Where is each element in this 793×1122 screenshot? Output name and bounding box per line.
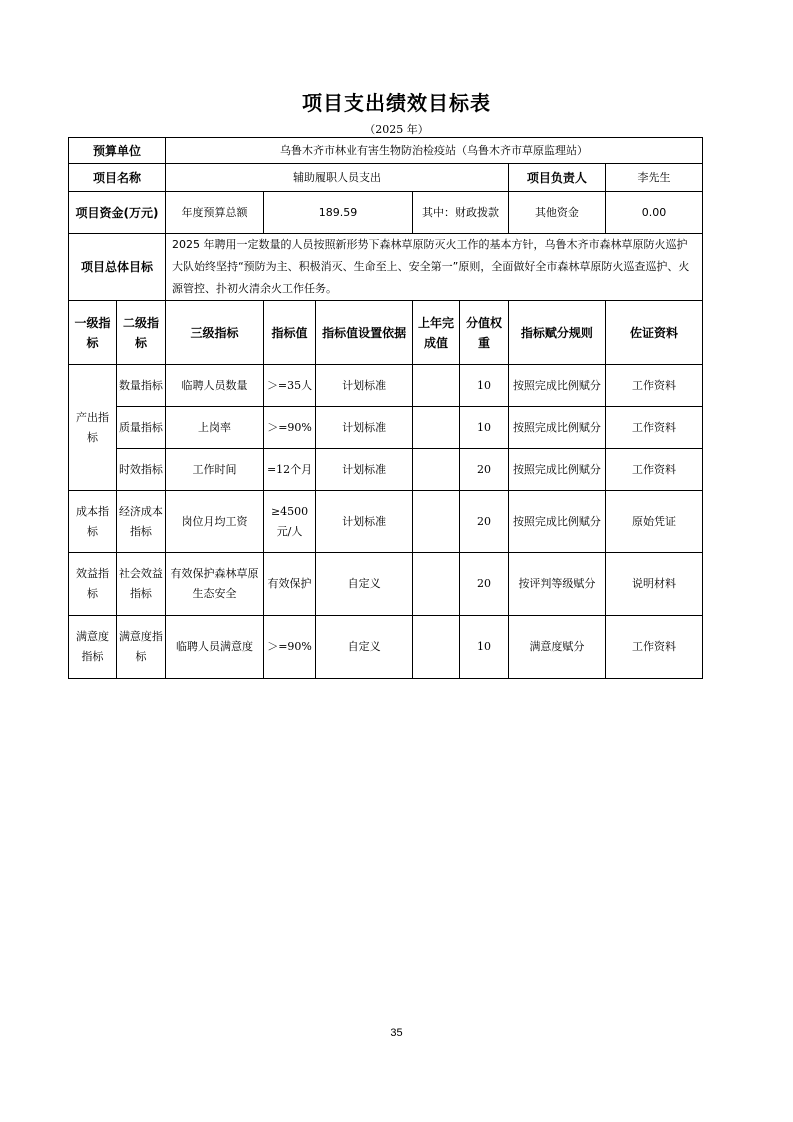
level3-cell: 临聘人员满意度 xyxy=(165,616,263,679)
weight-cell: 10 xyxy=(459,407,508,449)
level2-cell: 数量指标 xyxy=(116,365,165,407)
last-year-cell xyxy=(413,407,460,449)
level3-cell: 岗位月均工资 xyxy=(165,491,263,553)
evidence-cell: 说明材料 xyxy=(605,553,702,616)
project-name-row xyxy=(69,164,703,192)
funds-row xyxy=(69,192,703,234)
evidence-cell: 工作资料 xyxy=(605,407,702,449)
level3-cell: 上岗率 xyxy=(165,407,263,449)
rule-cell: 按评判等级赋分 xyxy=(508,553,605,616)
header-level1: 一级指标 xyxy=(69,301,117,365)
evidence-cell: 工作资料 xyxy=(605,616,702,679)
level3-cell: 有效保护森林草原生态安全 xyxy=(165,553,263,616)
other-funds-label: 其他资金 xyxy=(508,192,605,234)
table-row xyxy=(69,616,703,679)
table-row xyxy=(69,365,703,407)
value-cell: ≥4500元/人 xyxy=(263,491,315,553)
weight-cell: 10 xyxy=(459,616,508,679)
page-number: 35 xyxy=(390,1027,403,1039)
table-row xyxy=(69,449,703,491)
level2-cell: 质量指标 xyxy=(116,407,165,449)
rule-cell: 按照完成比例赋分 xyxy=(508,365,605,407)
other-funds-value: 0.00 xyxy=(605,192,702,234)
header-level3: 三级指标 xyxy=(165,301,263,365)
page-title: 项目支出绩效目标表 xyxy=(302,91,491,115)
project-leader-value: 李先生 xyxy=(605,164,702,192)
header-value: 指标值 xyxy=(263,301,315,365)
evidence-cell: 工作资料 xyxy=(605,449,702,491)
rule-cell: 按照完成比例赋分 xyxy=(508,407,605,449)
fiscal-label: 其中：财政拨款 xyxy=(413,192,509,234)
header-row xyxy=(69,301,703,365)
evidence-cell: 原始凭证 xyxy=(605,491,702,553)
annual-budget-label: 年度预算总额 xyxy=(165,192,263,234)
header-evidence: 佐证资料 xyxy=(605,301,702,365)
table-row xyxy=(69,553,703,616)
level3-cell: 工作时间 xyxy=(165,449,263,491)
header-last-year: 上年完成值 xyxy=(413,301,460,365)
basis-cell: 计划标准 xyxy=(316,365,413,407)
table-row xyxy=(69,407,703,449)
basis-cell: 计划标准 xyxy=(316,407,413,449)
header-basis: 指标值设置依据 xyxy=(316,301,413,365)
rule-cell: 按照完成比例赋分 xyxy=(508,449,605,491)
level1-cell: 满意度指标 xyxy=(69,616,117,679)
basis-cell: 计划标准 xyxy=(316,449,413,491)
header-rule: 指标赋分规则 xyxy=(508,301,605,365)
weight-cell: 10 xyxy=(459,365,508,407)
table-row xyxy=(69,491,703,553)
basis-cell: 计划标准 xyxy=(316,491,413,553)
value-cell: 有效保护 xyxy=(263,553,315,616)
header-level2: 二级指标 xyxy=(116,301,165,365)
overall-goal-row xyxy=(69,234,703,301)
value-cell: ＞=90% xyxy=(263,407,315,449)
evidence-cell: 工作资料 xyxy=(605,365,702,407)
year-label: （2025 年） xyxy=(364,123,429,136)
level1-cell: 产出指标 xyxy=(69,365,117,491)
funds-label: 项目资金(万元) xyxy=(69,192,166,234)
level2-cell: 满意度指标 xyxy=(116,616,165,679)
level1-cell: 效益指标 xyxy=(69,553,117,616)
overall-goal-text: 2025 年聘用一定数量的人员按照新形势下森林草原防灭火工作的基本方针，乌鲁木齐市森林草原防火巡护大队始终坚持“预防为主、积极消灭、生命至上、安全第一”原则，全面做好全市森林草原防火巡查巡护、火源管控、扑初火清余火工作任务。 xyxy=(165,234,702,301)
value-cell: ＞=35人 xyxy=(263,365,315,407)
project-name-label: 项目名称 xyxy=(69,164,166,192)
last-year-cell xyxy=(413,616,460,679)
performance-table xyxy=(68,137,703,679)
level3-cell: 临聘人员数量 xyxy=(165,365,263,407)
basis-cell: 自定义 xyxy=(316,553,413,616)
weight-cell: 20 xyxy=(459,491,508,553)
rule-cell: 满意度赋分 xyxy=(508,616,605,679)
value-cell: =12个月 xyxy=(263,449,315,491)
last-year-cell xyxy=(413,449,460,491)
level1-cell: 成本指标 xyxy=(69,491,117,553)
value-cell: ＞=90% xyxy=(263,616,315,679)
weight-cell: 20 xyxy=(459,553,508,616)
overall-goal-label: 项目总体目标 xyxy=(69,234,166,301)
basis-cell: 自定义 xyxy=(316,616,413,679)
last-year-cell xyxy=(413,553,460,616)
budget-unit-label: 预算单位 xyxy=(69,138,166,164)
budget-unit-row xyxy=(69,138,703,164)
level2-cell: 时效指标 xyxy=(116,449,165,491)
level2-cell: 社会效益指标 xyxy=(116,553,165,616)
level2-cell: 经济成本指标 xyxy=(116,491,165,553)
budget-unit-value: 乌鲁木齐市林业有害生物防治检疫站（乌鲁木齐市草原监理站） xyxy=(165,138,702,164)
rule-cell: 按照完成比例赋分 xyxy=(508,491,605,553)
header-weight: 分值权重 xyxy=(459,301,508,365)
project-leader-label: 项目负责人 xyxy=(508,164,605,192)
last-year-cell xyxy=(413,491,460,553)
last-year-cell xyxy=(413,365,460,407)
weight-cell: 20 xyxy=(459,449,508,491)
project-name-value: 辅助履职人员支出 xyxy=(165,164,508,192)
annual-budget-value: 189.59 xyxy=(263,192,412,234)
